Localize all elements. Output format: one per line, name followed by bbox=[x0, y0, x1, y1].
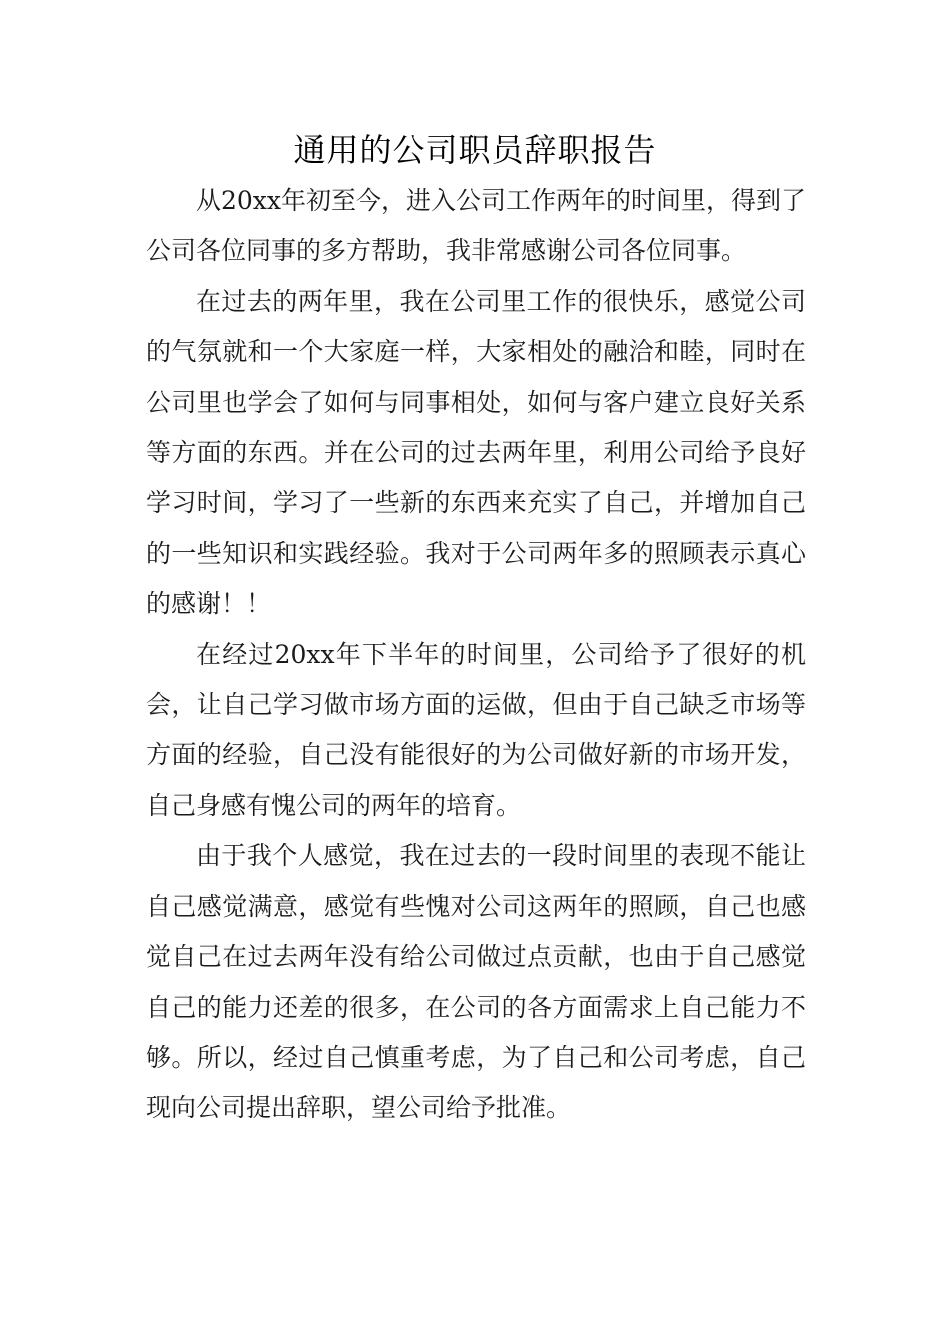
paragraph-1: 从20xx年初至今，进入公司工作两年的时间里，得到了公司各位同事的多方帮助，我非常感谢公司各位同事。 bbox=[146, 186, 807, 266]
paragraph-2: 在过去的两年里，我在公司里工作的很快乐，感觉公司的气氛就和一个大家庭一样，大家相处的融洽和睦，同时在公司里也学会了如何与同事相处，如何与客户建立良好关系等方面的东西。并在公司的过去两年里，利用公司给予良好学习时间，学习了一些新的东西来充实了自己，并增加自己的一些知识和实践经验。我对于公司两年多的照顾表示真心的感谢！！ bbox=[146, 286, 806, 619]
paragraph-4: 由于我个人感觉，我在过去的一段时间里的表现不能让自己感觉满意，感觉有些愧对公司这两年的照顾，自己也感觉自己在过去两年没有给公司做过点贡献，也由于自己感觉自己的能力还差的很多，在公司的各方面需求上自己能力不够。所以，经过自己慎重考虑，为了自己和公司考虑，自己现向公司提出辞职，望公司给予批准。 bbox=[146, 841, 806, 1123]
document-body bbox=[146, 176, 806, 1134]
document-title: 通用的公司职员辞职报告 bbox=[293, 131, 657, 169]
paragraph-3: 在经过20xx年下半年的时间里，公司给予了很好的机会，让自己学习做市场方面的运做，但由于自己缺乏市场等方面的经验，自己没有能很好的为公司做好新的市场开发，自己身感有愧公司的两年的培育。 bbox=[146, 639, 806, 820]
